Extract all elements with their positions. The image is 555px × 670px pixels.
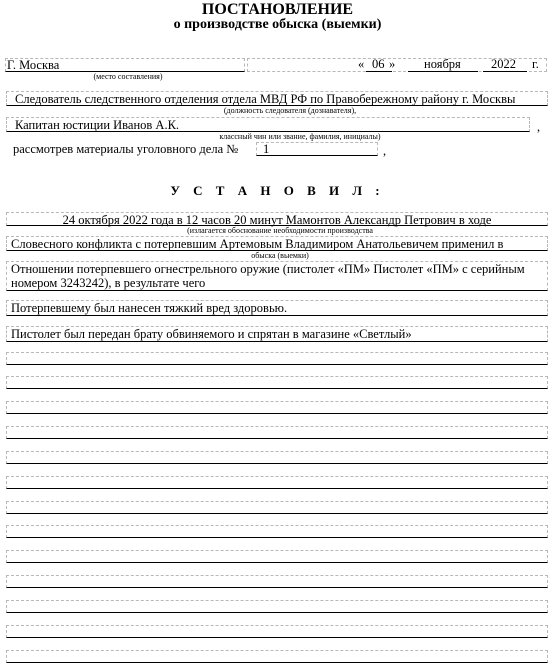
investigator-name-caption: классный чин или звание, фамилия, инициалы) — [219, 132, 381, 141]
place-field[interactable] — [5, 58, 245, 72]
date-year-suffix: г. — [532, 57, 539, 71]
date-close-quote: » — [389, 57, 396, 71]
date-open-quote: « — [358, 57, 365, 71]
established-line-4[interactable] — [6, 300, 548, 316]
investigator-position-field[interactable] — [6, 91, 548, 106]
day-underline — [366, 71, 392, 72]
date-day: 06 — [372, 57, 385, 71]
blank-line[interactable] — [6, 401, 548, 414]
established-line-5[interactable] — [6, 326, 548, 342]
case-number: 1 — [263, 142, 270, 156]
document-subtitle: о производстве обыска (выемки) — [173, 17, 382, 32]
established-line-1[interactable] — [6, 212, 548, 226]
investigator-name: Капитан юстиции Иванов А.К. — [15, 118, 180, 132]
document-title: ПОСТАНОВЛЕНИЕ — [201, 1, 354, 18]
investigator-name-trailing: , — [537, 120, 541, 134]
date-year: 2022 — [491, 57, 516, 71]
established-caption-2: обыска (выемки) — [251, 251, 309, 260]
established-line-3[interactable] — [6, 261, 548, 291]
blank-line[interactable] — [6, 525, 548, 538]
established-line-2[interactable] — [6, 236, 548, 251]
case-trailing: , — [383, 144, 387, 158]
established-text-3a: Отношении потерпевшего огнестрельного оружие (пистолет «ПМ» Пистолет «ПМ» с серийным — [11, 262, 525, 276]
case-number-field[interactable] — [256, 142, 378, 156]
blank-line[interactable] — [6, 376, 548, 389]
blank-line[interactable] — [6, 352, 548, 365]
established-heading: У С Т А Н О В И Л : — [170, 183, 385, 198]
blank-line[interactable] — [6, 650, 548, 663]
blank-line[interactable] — [6, 426, 548, 439]
case-label: рассмотрев материалы уголовного дела № — [13, 142, 239, 156]
blank-line[interactable] — [6, 600, 548, 613]
established-text-1: 24 октября 2022 года в 12 часов 20 минут Мамонтов Александр Петрович в ходе — [62, 213, 492, 227]
blank-line[interactable] — [6, 451, 548, 464]
established-text-5: Пистолет был передан брату обвиняемого и спрятан в магазине «Светлый» — [11, 327, 412, 341]
established-text-4: Потерпевшему был нанесен тяжкий вред здоровью. — [11, 301, 288, 315]
blank-line[interactable] — [6, 476, 548, 489]
place-value: Г. Москва — [7, 58, 60, 72]
year-underline — [483, 71, 527, 72]
investigator-position-caption: (должность следователя (дознавателя), — [223, 106, 357, 115]
investigator-name-field[interactable] — [6, 117, 530, 132]
place-caption: (место составления) — [93, 72, 163, 81]
established-caption-1: (излагается обоснование необходимости производства — [187, 226, 373, 235]
date-month: ноября — [424, 57, 461, 71]
blank-line[interactable] — [6, 625, 548, 638]
investigator-position: Следователь следственного отделения отдела МВД РФ по Правобережному району г. Москвы — [15, 92, 516, 106]
blank-line[interactable] — [6, 501, 548, 514]
month-underline — [408, 71, 478, 72]
established-text-2: Словесного конфликта с потерпевшим Артемовым Владимиром Анатольевичем применил в — [11, 237, 504, 251]
blank-line[interactable] — [6, 575, 548, 588]
blank-line[interactable] — [6, 550, 548, 563]
established-text-3b: номером 3243242), в результате чего — [11, 276, 206, 290]
